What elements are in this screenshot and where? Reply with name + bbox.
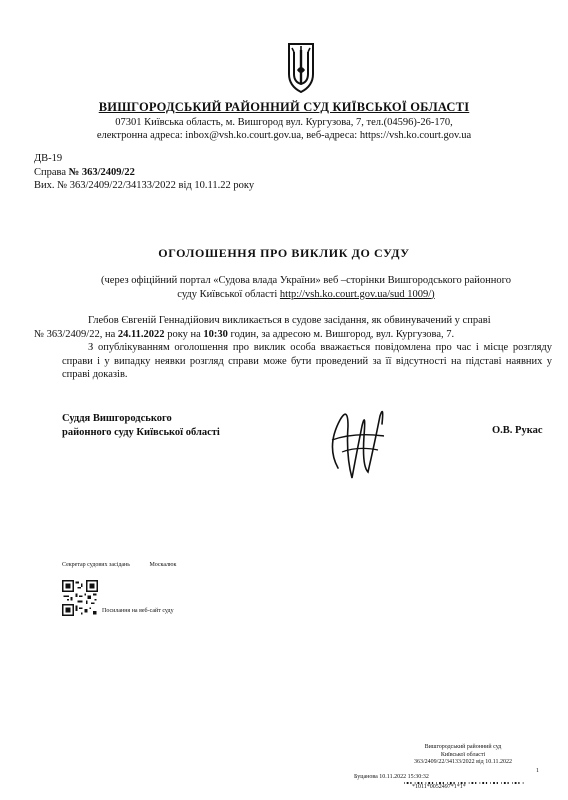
case-number-line xyxy=(34,166,254,180)
judge-name: О.В. Рукас xyxy=(492,425,543,436)
corner-mark: 1 xyxy=(536,768,539,774)
secretary-label: Секретар судових засідань xyxy=(62,562,131,568)
printed-by: Буцанова 10.11.2022 15:30:32 xyxy=(354,774,429,780)
case-label: Справа xyxy=(34,166,67,178)
case-number: № 363/2409/22 xyxy=(68,166,135,178)
document-meta xyxy=(34,152,254,193)
case-ref: № 363/2409/22, на xyxy=(34,328,118,340)
court-website-link[interactable]: http://vsh.ko.court.gov.ua/sud 1009/) xyxy=(279,288,435,300)
stamp-line-2: Київської області xyxy=(440,751,486,758)
address-line: 07301 Київська область, м. Вишгород вул. Кургузова, 7, тел.(04596)-26-170, xyxy=(115,117,453,128)
secretary-line xyxy=(62,562,176,568)
hearing-time: 10:30 xyxy=(203,328,228,340)
hearing-date: 24.11.2022 xyxy=(117,328,165,340)
judge-line-1: Суддя Вишгородського xyxy=(62,413,172,424)
date-connector: року на xyxy=(164,328,204,340)
paragraph-summons xyxy=(62,314,552,328)
subtitle-line-1: (через офіційний портал «Судова влада України» веб –сторінки Вишгородського районного xyxy=(101,275,511,286)
judge-title xyxy=(62,412,220,440)
secretary-name: Москалюк xyxy=(149,562,177,568)
handwritten-signature xyxy=(318,396,390,484)
subtitle-line-2 xyxy=(86,288,526,302)
outgoing-number: Вих. № 363/2409/22/34133/2022 від 10.11.22 року xyxy=(34,180,255,191)
coat-of-arms-icon xyxy=(285,40,317,96)
court-name: ВИШГОРОДСЬКИЙ РАЙОННИЙ СУД КИЇВСЬКОЇ ОБЛАСТІ xyxy=(98,100,470,114)
barcode-text: *1011*0052497*1*1* xyxy=(412,784,466,790)
qr-code-icon[interactable] xyxy=(62,580,98,616)
hearing-address: годин, за адресою м. Вишгород, вул. Кургузова, 7. xyxy=(227,328,455,340)
form-code: ДВ-19 xyxy=(34,153,63,164)
paragraph-notice: З опублікуванням оголошення про виклик особа вважається повідомлена про час і місце розгляду справи і у випадку неявки розгляд справи може бути проведений за її відсутності на підставі наявних у справі доказів. xyxy=(62,342,552,380)
announcement-body xyxy=(34,314,552,382)
email-line: електронна адреса: inbox@vsh.ko.court.gov.ua, веб-адреса: https://vsh.ko.court.gov.ua xyxy=(96,130,472,141)
qr-caption: Посилання на веб-сайт суду xyxy=(102,608,174,614)
subtitle-text: суду Київської області xyxy=(177,288,278,300)
summons-text: Глебов Євгеній Геннадійович викликається в судове засідання, як обвинувачений у справі xyxy=(88,315,491,326)
stamp-line-3: 363/2409/22/34133/2022 від 10.11.2022 xyxy=(414,759,512,765)
stamp-line-1: Вишгородський районний суд xyxy=(424,744,502,750)
registration-stamp xyxy=(398,744,528,767)
announcement-subtitle xyxy=(86,274,526,301)
court-address xyxy=(0,116,568,142)
announcement-title: ОГОЛОШЕННЯ ПРО ВИКЛИК ДО СУДУ xyxy=(158,246,410,260)
paragraph-summons-continued xyxy=(34,328,552,342)
judge-line-2: районного суду Київської області xyxy=(62,427,220,438)
